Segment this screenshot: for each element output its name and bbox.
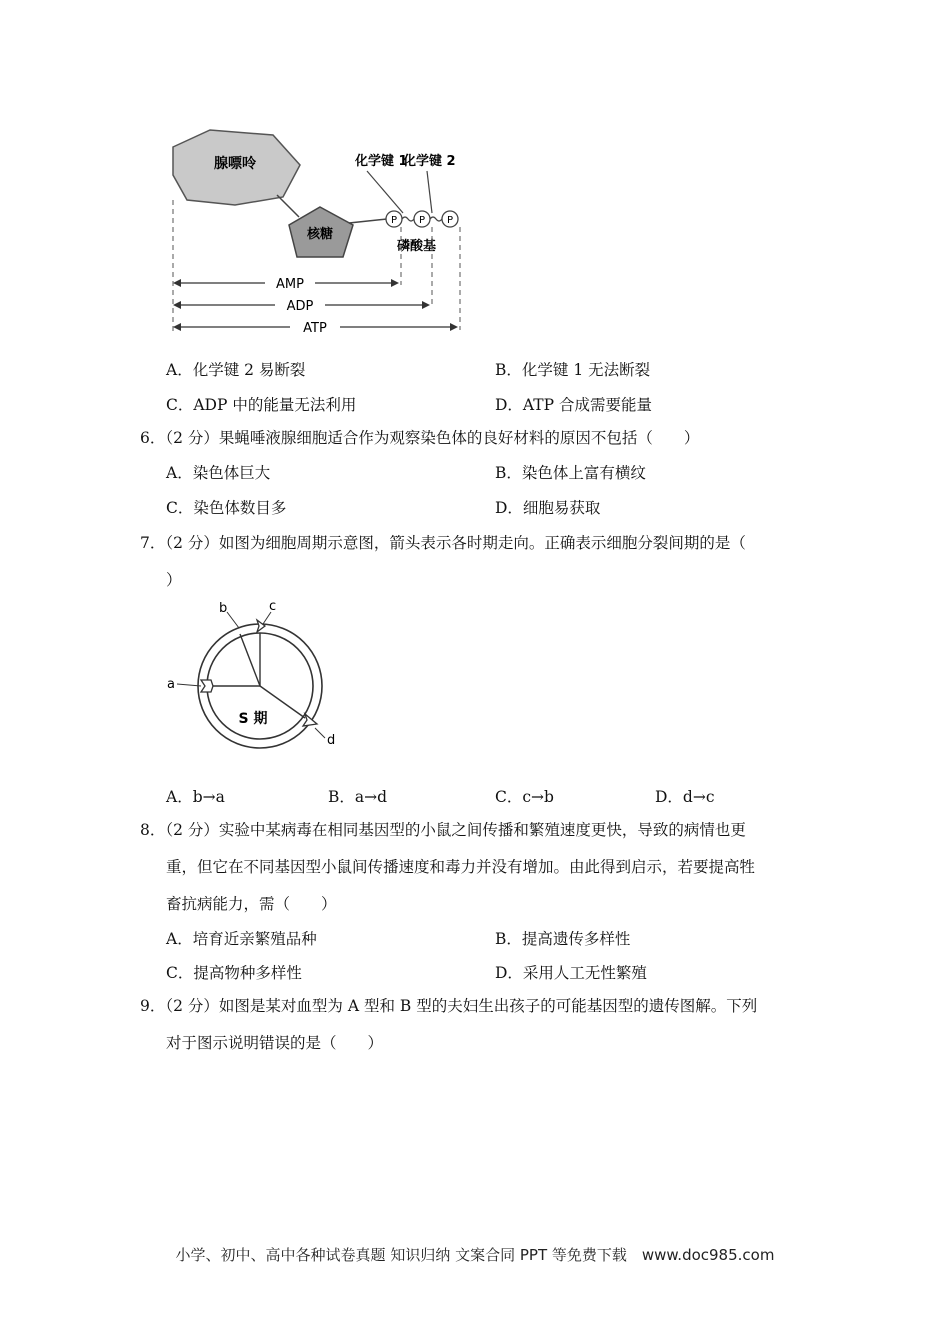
q9-stem-line1: 9．（2 分）如图是某对血型为 A 型和 B 型的夫妇生出孩子的可能基因型的遗传图解。下列 bbox=[140, 997, 758, 1015]
q6-option-d[interactable]: D．细胞易获取 bbox=[495, 499, 601, 517]
ribose-label: 核糖 bbox=[306, 227, 334, 242]
bond-1-label: 化学键 1 bbox=[355, 154, 408, 169]
q8-stem-line2: 重，但它在不同基因型小鼠间传播速度和毒力并没有增加。由此得到启示，若要提高牲 bbox=[166, 858, 756, 876]
q8-option-b[interactable]: B．提高遗传多样性 bbox=[495, 930, 631, 948]
q8-stem-line3: 畜抗病能力，需（ ） bbox=[166, 895, 337, 913]
q7-option-d[interactable]: D．d→c bbox=[655, 788, 715, 806]
q7-stem-line1: 7．（2 分）如图为细胞周期示意图，箭头表示各时期走向。正确表示细胞分裂间期的是（ bbox=[140, 534, 746, 552]
s-phase-label: S 期 bbox=[238, 711, 268, 727]
q8-stem-line1: 8．（2 分）实验中某病毒在相同基因型的小鼠之间传播和繁殖速度更快，导致的病情也更 bbox=[140, 821, 746, 839]
arrowhead-a bbox=[201, 680, 213, 692]
page-footer: 小学、初中、高中各种试卷真题 知识归纳 文案合同 PPT 等免费下载 www.doc985.com bbox=[175, 1246, 775, 1264]
pointer-b bbox=[227, 612, 239, 628]
phosphate-1-label: P bbox=[390, 215, 398, 226]
phosphate-2-label: P bbox=[418, 215, 426, 226]
q5-option-d[interactable]: D．ATP 合成需要能量 bbox=[495, 396, 652, 414]
atp-structure-diagram bbox=[165, 125, 475, 340]
label-d: d bbox=[327, 733, 336, 748]
cell-cycle-diagram bbox=[165, 598, 355, 758]
bond-2-squiggle bbox=[430, 217, 442, 221]
label-b: b bbox=[219, 601, 228, 616]
label-a: a bbox=[167, 677, 175, 692]
q7-stem-line2: ） bbox=[166, 571, 182, 589]
phosphate-3-label: P bbox=[446, 215, 454, 226]
adenine-label: 腺嘌呤 bbox=[214, 156, 256, 172]
bond-2-label: 化学键 2 bbox=[403, 154, 456, 169]
ribose-phosphate-link bbox=[349, 219, 387, 223]
atp-arrow bbox=[173, 321, 458, 336]
bond-1-pointer bbox=[367, 171, 403, 213]
amp-arrow bbox=[173, 277, 399, 292]
adp-label: ADP bbox=[286, 299, 314, 314]
q6-option-b[interactable]: B．染色体上富有横纹 bbox=[495, 464, 646, 482]
q7-option-b[interactable]: B．a→d bbox=[328, 788, 388, 806]
q5-option-b[interactable]: B．化学键 1 无法断裂 bbox=[495, 361, 651, 379]
q8-option-a[interactable]: A．培育近亲繁殖品种 bbox=[166, 930, 317, 948]
q6-option-c[interactable]: C．染色体数目多 bbox=[166, 499, 287, 517]
q8-option-c[interactable]: C．提高物种多样性 bbox=[166, 964, 302, 982]
adenine-ribose-link bbox=[277, 195, 299, 217]
q8-option-d[interactable]: D．采用人工无性繁殖 bbox=[495, 964, 647, 982]
radius-to-b bbox=[240, 634, 260, 686]
adp-arrow bbox=[173, 299, 430, 314]
q7-option-c[interactable]: C．c→b bbox=[495, 788, 554, 806]
q9-stem-line2: 对于图示说明错误的是（ ） bbox=[166, 1034, 384, 1052]
amp-label: AMP bbox=[276, 277, 304, 292]
q5-option-a[interactable]: A．化学键 2 易断裂 bbox=[166, 361, 306, 379]
q6-option-a[interactable]: A．染色体巨大 bbox=[166, 464, 271, 482]
label-c: c bbox=[269, 599, 277, 614]
atp-label: ATP bbox=[303, 321, 327, 336]
q6-stem: 6．（2 分）果蝇唾液腺细胞适合作为观察染色体的良好材料的原因不包括（ ） bbox=[140, 429, 700, 447]
q5-option-c[interactable]: C．ADP 中的能量无法利用 bbox=[166, 396, 357, 414]
q7-option-a[interactable]: A．b→a bbox=[166, 788, 225, 806]
arrowhead-c bbox=[257, 620, 265, 632]
bond-1-squiggle bbox=[402, 217, 414, 221]
phosphate-group-label: 磷酸基 bbox=[397, 239, 437, 254]
bond-2-pointer bbox=[427, 171, 432, 213]
pointer-d bbox=[315, 728, 325, 738]
